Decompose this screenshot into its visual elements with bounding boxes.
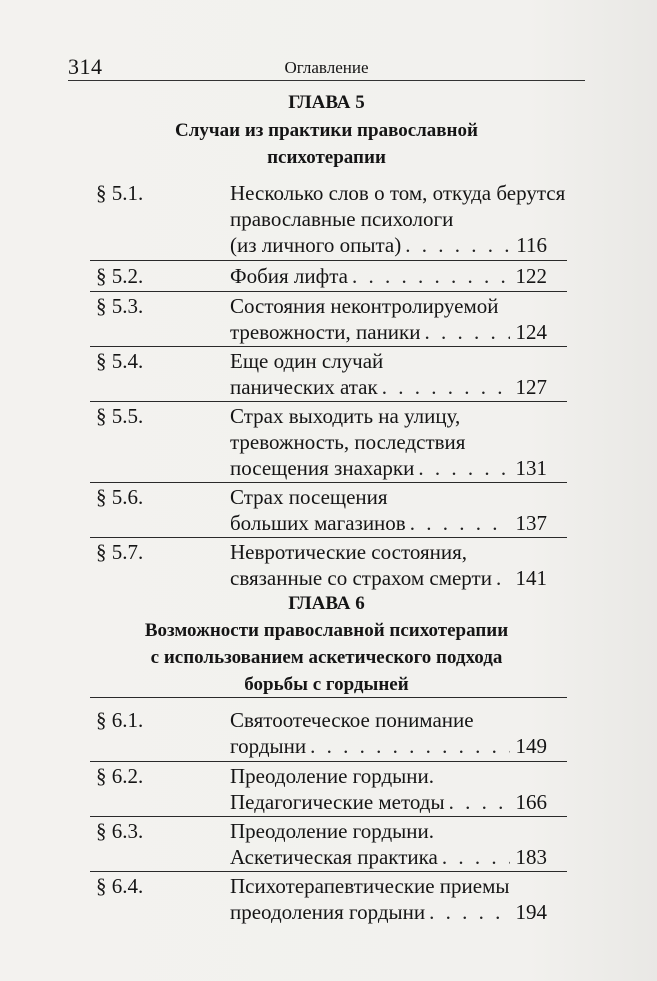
section-title-line: Несколько слов о том, откуда берутся — [230, 181, 566, 205]
leader-dots — [352, 263, 509, 289]
entry-divider — [90, 482, 567, 483]
chapter-5-title-line: Случаи из практики православной — [175, 120, 478, 141]
section-title-line: Страх посещения — [230, 485, 388, 509]
section-number: § 5.3. — [96, 294, 144, 318]
chapter-5-title-line: психотерапии — [267, 147, 386, 168]
section-title-line: тревожности, паники — [230, 320, 421, 344]
section-title-line: Еще один случай — [230, 349, 384, 373]
leader-dots — [405, 232, 510, 258]
running-title: Оглавление — [284, 58, 369, 77]
toc-entry-6-4[interactable] — [96, 873, 547, 925]
leader-dots — [310, 733, 509, 759]
page-ref: 127 — [515, 375, 547, 399]
section-title-line: Психотерапевтические приемы — [230, 874, 510, 898]
section-title-line: Аскетическая практика — [230, 845, 438, 869]
leader-dots — [410, 510, 510, 536]
section-title-line: Состояния неконтролируемой — [230, 294, 499, 318]
section-number: § 5.5. — [96, 404, 144, 428]
toc-entry-6-1[interactable] — [96, 707, 547, 759]
chapter-6-title — [90, 617, 563, 698]
page-ref: 166 — [515, 790, 547, 814]
page-ref: 149 — [515, 734, 547, 758]
page-ref: 183 — [515, 845, 547, 869]
toc-entry-5-7[interactable] — [96, 539, 547, 591]
page-ref: 116 — [516, 233, 547, 257]
entry-divider — [90, 697, 567, 698]
toc-entry-5-4[interactable] — [96, 348, 547, 400]
page-ref: 194 — [515, 900, 547, 924]
leader-dots — [449, 789, 510, 815]
chapter-5-title — [90, 117, 563, 171]
section-number: § 5.6. — [96, 485, 144, 509]
section-title-line: Преодоление гордыни. — [230, 819, 434, 843]
page-ref: 131 — [515, 456, 547, 480]
toc-entry-5-6[interactable] — [96, 484, 547, 536]
leader-dots — [382, 374, 510, 400]
section-title-line: посещения знахарки — [230, 456, 415, 480]
section-number: § 5.7. — [96, 540, 144, 564]
leader-dots — [496, 565, 510, 591]
section-title-line: Фобия лифта — [230, 264, 349, 288]
entry-divider — [90, 346, 567, 347]
section-title-line: Преодоление гордыни. — [230, 764, 434, 788]
section-number: § 6.2. — [96, 764, 144, 788]
leader-dots — [429, 899, 509, 925]
toc-entry-5-3[interactable] — [96, 293, 547, 345]
section-title-line: Святоотеческое понимание — [230, 708, 474, 732]
section-title-line: Страх выходить на улицу, — [230, 404, 461, 428]
section-number: § 5.2. — [96, 264, 144, 288]
entry-divider — [90, 761, 567, 762]
page-ref: 122 — [515, 264, 547, 288]
entry-divider — [90, 401, 567, 402]
section-title-line: православные психологи — [230, 207, 454, 231]
chapter-6-title-line: Возможности православной психотерапии — [144, 620, 509, 641]
section-number: § 5.4. — [96, 349, 144, 373]
section-title-line: (из личного опыта) — [230, 233, 402, 257]
toc-entry-6-2[interactable] — [96, 763, 547, 815]
toc-entry-5-1[interactable] — [96, 180, 566, 258]
entry-divider — [90, 537, 567, 538]
entry-divider — [90, 871, 567, 872]
section-title-line: гордыни — [230, 734, 307, 758]
header-rule — [68, 80, 585, 81]
entry-divider — [90, 291, 567, 292]
section-number: § 6.4. — [96, 874, 144, 898]
page-ref: 137 — [515, 511, 547, 535]
page-ref: 124 — [515, 320, 547, 344]
leader-dots — [418, 455, 509, 481]
page-ref: 141 — [515, 566, 547, 590]
section-title-line: тревожность, последствия — [230, 430, 466, 454]
leader-dots — [425, 319, 510, 345]
section-number: § 6.3. — [96, 819, 144, 843]
toc-entry-6-3[interactable] — [96, 818, 547, 870]
entry-divider — [90, 260, 567, 261]
chapter-5-label: ГЛАВА 5 — [288, 92, 365, 113]
leader-dots — [442, 844, 510, 870]
section-title-line: Невротические состояния, — [230, 540, 467, 564]
section-title-line: преодоления гордыни — [230, 900, 426, 924]
section-number: § 5.1. — [96, 181, 144, 205]
section-number: § 6.1. — [96, 708, 144, 732]
section-title-line: панических атак — [230, 375, 378, 399]
section-title-line: Педагогические методы — [230, 790, 445, 814]
chapter-6-title-line: борьбы с гордыней — [244, 674, 409, 695]
page-number: 314 — [68, 54, 103, 79]
section-title-line: связанные со страхом смерти — [230, 566, 492, 590]
chapter-6-title-line: с использованием аскетического подхода — [150, 647, 503, 668]
section-title-line: больших магазинов — [230, 511, 406, 535]
entry-divider — [90, 816, 567, 817]
toc-entry-5-5[interactable] — [96, 403, 547, 481]
page-header — [68, 50, 585, 80]
toc-entry-5-2[interactable] — [96, 263, 547, 289]
chapter-6-label: ГЛАВА 6 — [288, 593, 365, 614]
